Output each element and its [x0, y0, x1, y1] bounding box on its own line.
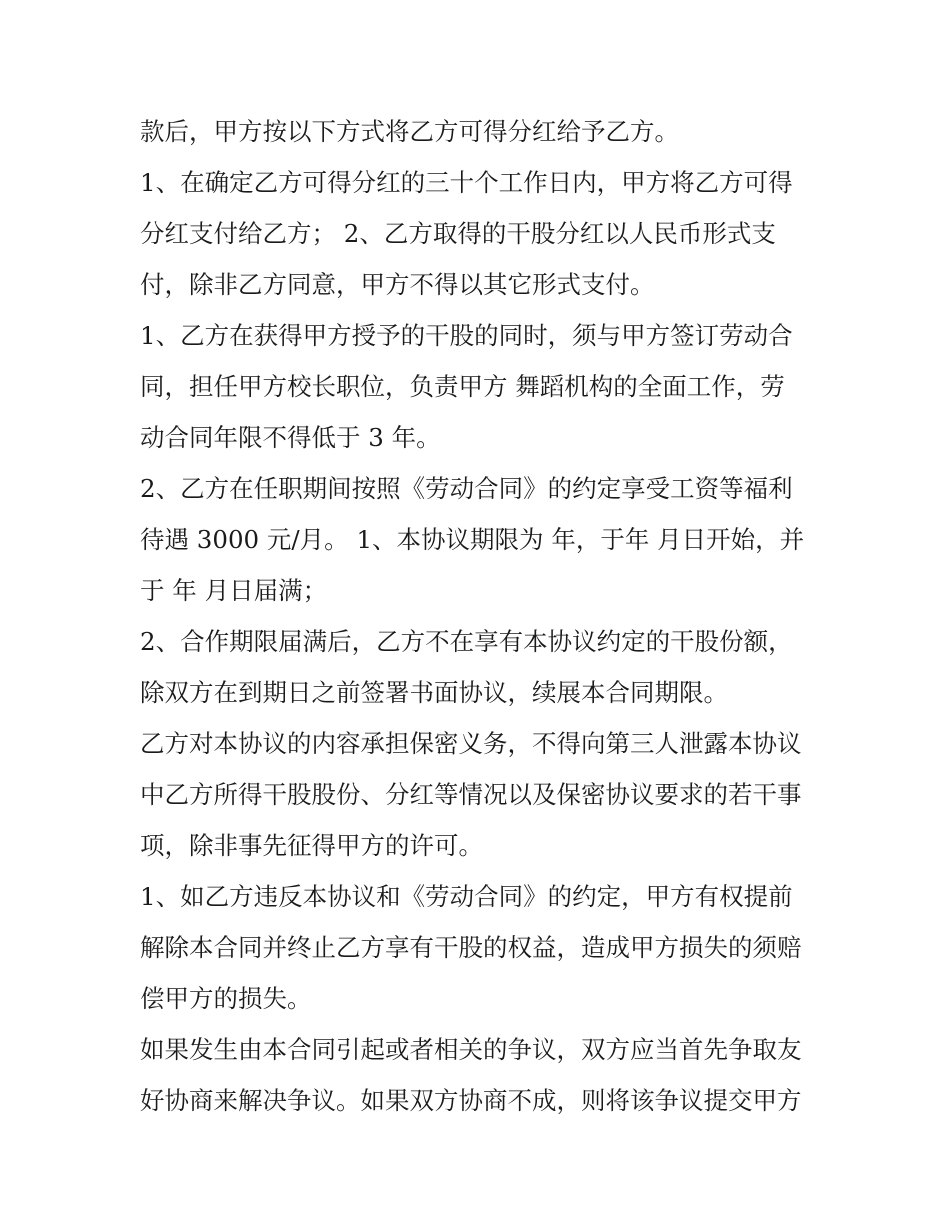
text-line: 好协商来解决争议。如果双方协商不成，则将该争议提交甲方: [140, 1086, 802, 1115]
text-line: 如果发生由本合同引起或者相关的争议，双方应当首先争取友: [140, 1035, 802, 1064]
text-line: 1、如乙方违反本协议和《劳动合同》的约定，甲方有权提前: [140, 882, 793, 911]
text-line: 除双方在到期日之前签署书面协议，续展本合同期限。: [140, 678, 728, 707]
text-line: 1、在确定乙方可得分红的三十个工作日内，甲方将乙方可得: [140, 168, 793, 197]
text-line: 1、乙方在获得甲方授予的干股的同时，须与甲方签订劳动合: [140, 321, 793, 350]
document-body: [140, 106, 840, 1126]
text-line: 2、合作期限届满后，乙方不在享有本协议约定的干股份额，: [140, 627, 793, 656]
text-line: 解除本合同并终止乙方享有干股的权益，造成甲方损失的须赔: [140, 933, 802, 962]
text-line: 分红支付给乙方； 2、乙方取得的干股分红以人民币形式支: [140, 219, 776, 248]
text-line: 付，除非乙方同意，甲方不得以其它形式支付。: [140, 270, 655, 299]
text-line: 乙方对本协议的内容承担保密义务，不得向第三人泄露本协议: [140, 729, 802, 758]
text-line: 同，担任甲方校长职位，负责甲方 舞蹈机构的全面工作，劳: [140, 372, 785, 401]
text-line: 款后，甲方按以下方式将乙方可得分红给予乙方。: [140, 117, 679, 146]
text-line: 于 年 月日届满；: [140, 576, 328, 605]
text-line: 2、乙方在任职期间按照《劳动合同》的约定享受工资等福利: [140, 474, 793, 503]
text-line: 中乙方所得干股股份、分红等情况以及保密协议要求的若干事: [140, 780, 802, 809]
text-line: 待遇 3000 元/月。 1、本协议期限为 年，于年 月日开始，并: [140, 525, 805, 554]
text-line: 动合同年限不得低于 3 年。: [140, 423, 441, 452]
text-line: 项，除非事先征得甲方的许可。: [140, 831, 483, 860]
text-line: 偿甲方的损失。: [140, 984, 312, 1013]
